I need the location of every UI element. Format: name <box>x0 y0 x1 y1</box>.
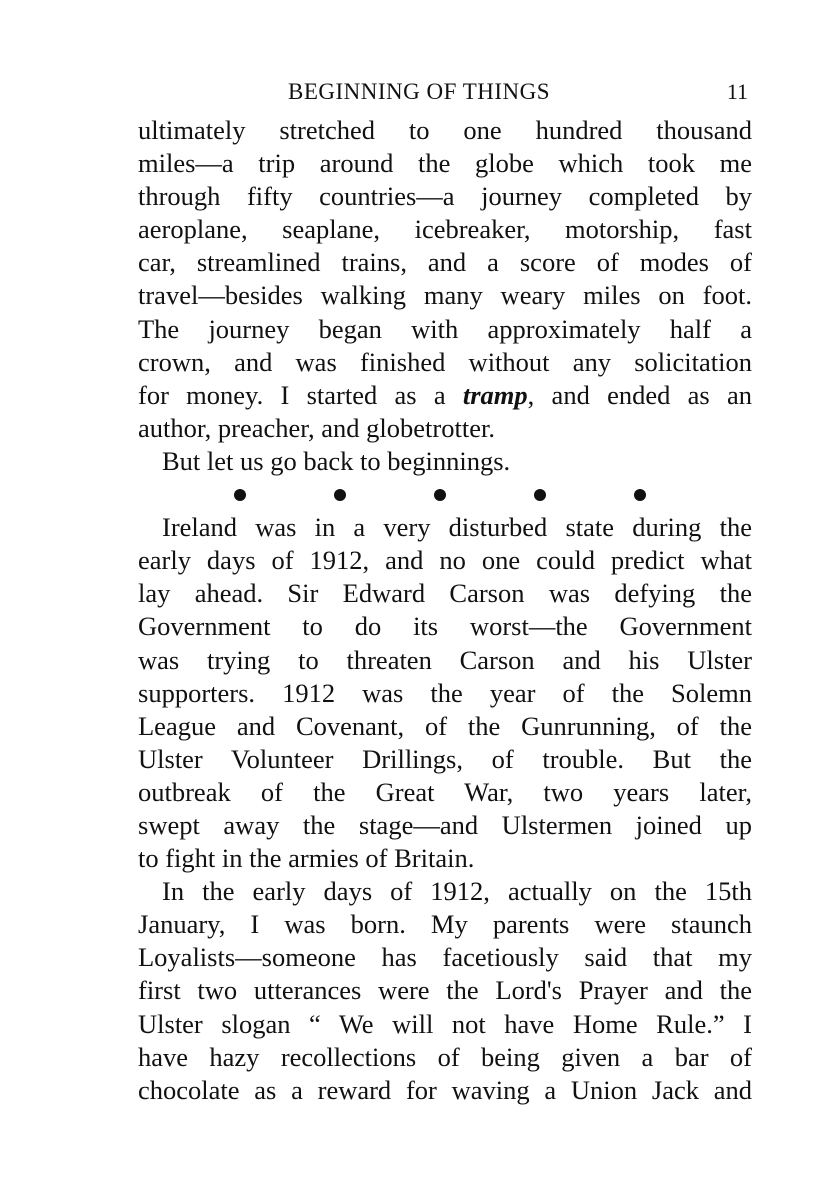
text-line: early days of 1912, and no one could predict what <box>138 545 752 576</box>
text-line: Ulster Volunteer Drillings, of trouble. But the <box>138 743 752 774</box>
text-line: swept away the stage—and Ulstermen joined up <box>138 809 752 840</box>
section-break-ornament <box>234 478 646 511</box>
text-line: League and Covenant, of the Gunrunning, of the <box>138 710 752 741</box>
text-line: first two utterances were the Lord's Prayer and the <box>138 975 752 1006</box>
text-line: was trying to threaten Carson and his Ulster <box>138 644 752 675</box>
text-line: crown, and was finished without any solicitation <box>138 346 752 377</box>
text-line: lay ahead. Sir Edward Carson was defying the <box>138 578 752 609</box>
page-number: 11 <box>726 79 748 104</box>
text-line: chocolate as a reward for waving a Union Jack and <box>138 1074 752 1105</box>
text-line: aeroplane, seaplane, icebreaker, motorship, fast <box>138 214 752 245</box>
text-line: travel—besides walking many weary miles on foot. <box>138 280 752 311</box>
text-line: to fight in the armies of Britain. <box>138 843 475 874</box>
asterism-dot <box>434 489 446 501</box>
text-line: have hazy recollections of being given a bar of <box>138 1041 752 1072</box>
text-line <box>138 379 752 412</box>
text-line: Government to do its worst—the Government <box>138 611 752 642</box>
text-line: supporters. 1912 was the year of the Solemn <box>138 677 752 708</box>
asterism-dot <box>634 489 646 501</box>
body-text <box>138 114 752 1107</box>
text-line: Ulster slogan “ We will not have Home Rule.” I <box>138 1008 752 1039</box>
text-line: But let us go back to beginnings. <box>162 445 511 476</box>
running-head <box>140 76 752 108</box>
text-segment: for money. I started as a <box>138 379 463 410</box>
text-line: The journey began with approximately half a <box>138 313 752 344</box>
italic-word: tramp <box>462 379 528 410</box>
text-line: outbreak of the Great War, two years later, <box>138 776 752 807</box>
text-line: January, I was born. My parents were staunch <box>138 909 752 940</box>
text-line: Ireland was in a very disturbed state during the <box>162 512 752 543</box>
text-line: miles—a trip around the globe which took me <box>138 148 752 179</box>
text-line: ultimately stretched to one hundred thousand <box>138 115 752 145</box>
asterism-dot <box>534 489 546 501</box>
text-segment: , and ended as an <box>527 379 752 410</box>
text-line: Loyalists—someone has facetiously said that my <box>138 942 752 973</box>
asterism-dot <box>234 489 246 501</box>
asterism-dot <box>334 489 346 501</box>
text-line: author, preacher, and globetrotter. <box>138 412 495 443</box>
running-title: BEGINNING OF THINGS <box>288 79 551 104</box>
text-line: car, streamlined trains, and a score of modes of <box>138 247 752 278</box>
text-line: through fifty countries—a journey completed by <box>138 181 752 212</box>
text-line: In the early days of 1912, actually on the 15th <box>162 876 752 907</box>
